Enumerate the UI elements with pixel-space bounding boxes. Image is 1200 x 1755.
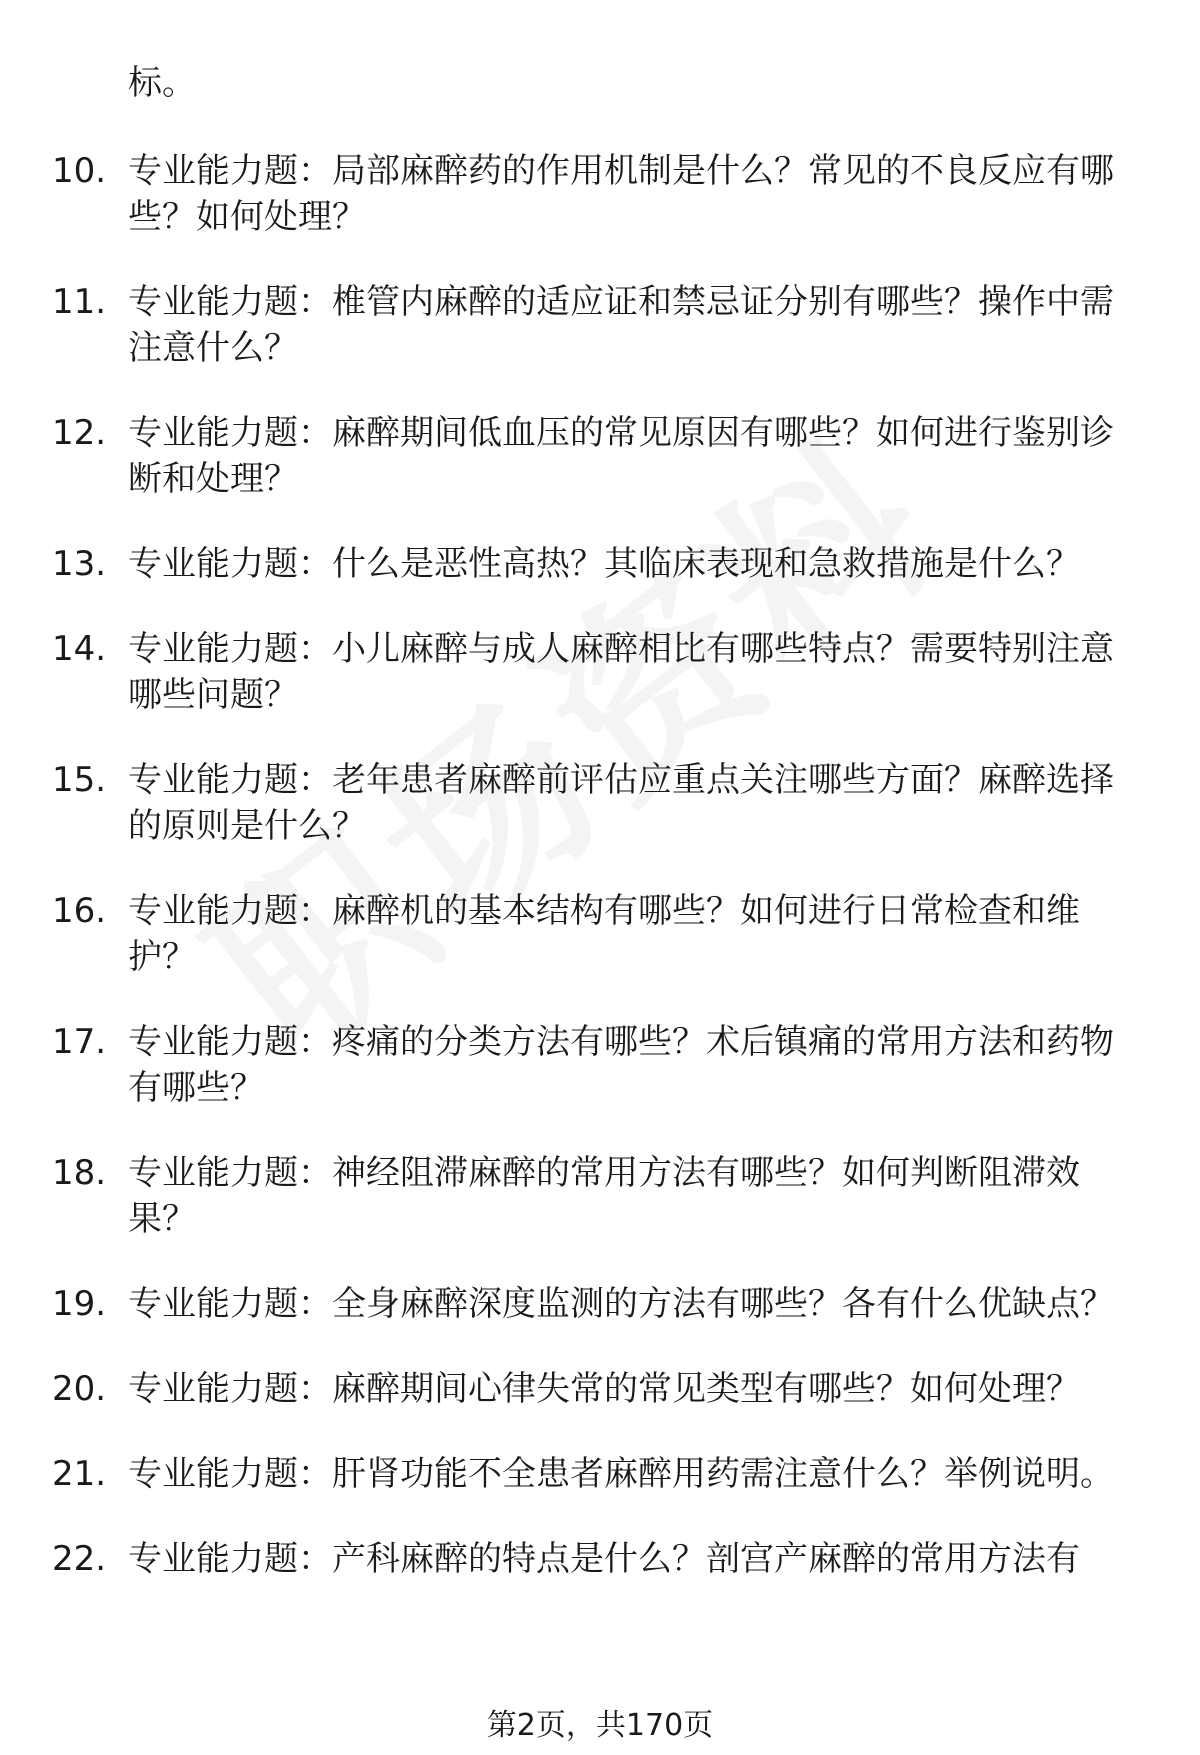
question-item: [0, 1536, 1200, 1582]
page-footer: 第2页，共170页: [486, 1708, 714, 1743]
question-text: 专业能力题：什么是恶性高热？其临床表现和急救措施是什么？: [128, 544, 1080, 584]
question-number: 14.: [52, 629, 107, 669]
question-text: 专业能力题：局部麻醉药的作用机制是什么？常见的不良反应有哪些？如何处理？: [128, 151, 1114, 237]
question-text: 专业能力题：麻醉机的基本结构有哪些？如何进行日常检查和维护？: [128, 891, 1080, 977]
question-item: [0, 757, 1200, 849]
question-text: 专业能力题：椎管内麻醉的适应证和禁忌证分别有哪些？操作中需注意什么？: [128, 282, 1114, 368]
question-number: 10.: [52, 151, 107, 191]
question-number: 22.: [52, 1539, 107, 1579]
question-item: [0, 1019, 1200, 1111]
question-item: [0, 1366, 1200, 1412]
question-item: [0, 148, 1200, 240]
question-list: [0, 148, 1200, 1621]
question-item: [0, 279, 1200, 371]
question-item: [0, 626, 1200, 718]
question-text: 专业能力题：老年患者麻醉前评估应重点关注哪些方面？麻醉选择的原则是什么？: [128, 760, 1114, 846]
question-item: [0, 410, 1200, 502]
question-number: 21.: [52, 1454, 107, 1494]
question-number: 15.: [52, 760, 107, 800]
question-text: 专业能力题：肝肾功能不全患者麻醉用药需注意什么？举例说明。: [128, 1454, 1114, 1494]
question-text: 专业能力题：疼痛的分类方法有哪些？术后镇痛的常用方法和药物有哪些？: [128, 1022, 1114, 1108]
question-number: 12.: [52, 413, 107, 453]
question-number: 19.: [52, 1284, 107, 1324]
question-item: [0, 1451, 1200, 1497]
question-number: 13.: [52, 544, 107, 584]
question-item: [0, 541, 1200, 587]
question-item: [0, 1281, 1200, 1327]
question-item: [0, 1150, 1200, 1242]
question-text: 专业能力题：小儿麻醉与成人麻醉相比有哪些特点？需要特别注意哪些问题？: [128, 629, 1114, 715]
question-text: 专业能力题：产科麻醉的特点是什么？剖宫产麻醉的常用方法有: [128, 1539, 1080, 1579]
question-text: 专业能力题：麻醉期间心律失常的常见类型有哪些？如何处理？: [128, 1369, 1080, 1409]
question-item: [0, 888, 1200, 980]
question-text: 专业能力题：麻醉期间低血压的常见原因有哪些？如何进行鉴别诊断和处理？: [128, 413, 1114, 499]
question-number: 16.: [52, 891, 107, 931]
question-text: 专业能力题：神经阻滞麻醉的常用方法有哪些？如何判断阻滞效果？: [128, 1153, 1080, 1239]
question-number: 18.: [52, 1153, 107, 1193]
question-number: 17.: [52, 1022, 107, 1062]
question-number: 20.: [52, 1369, 107, 1409]
question-number: 11.: [52, 282, 107, 322]
continued-text: 标。: [128, 63, 196, 103]
question-text: 专业能力题：全身麻醉深度监测的方法有哪些？各有什么优缺点？: [128, 1284, 1114, 1324]
